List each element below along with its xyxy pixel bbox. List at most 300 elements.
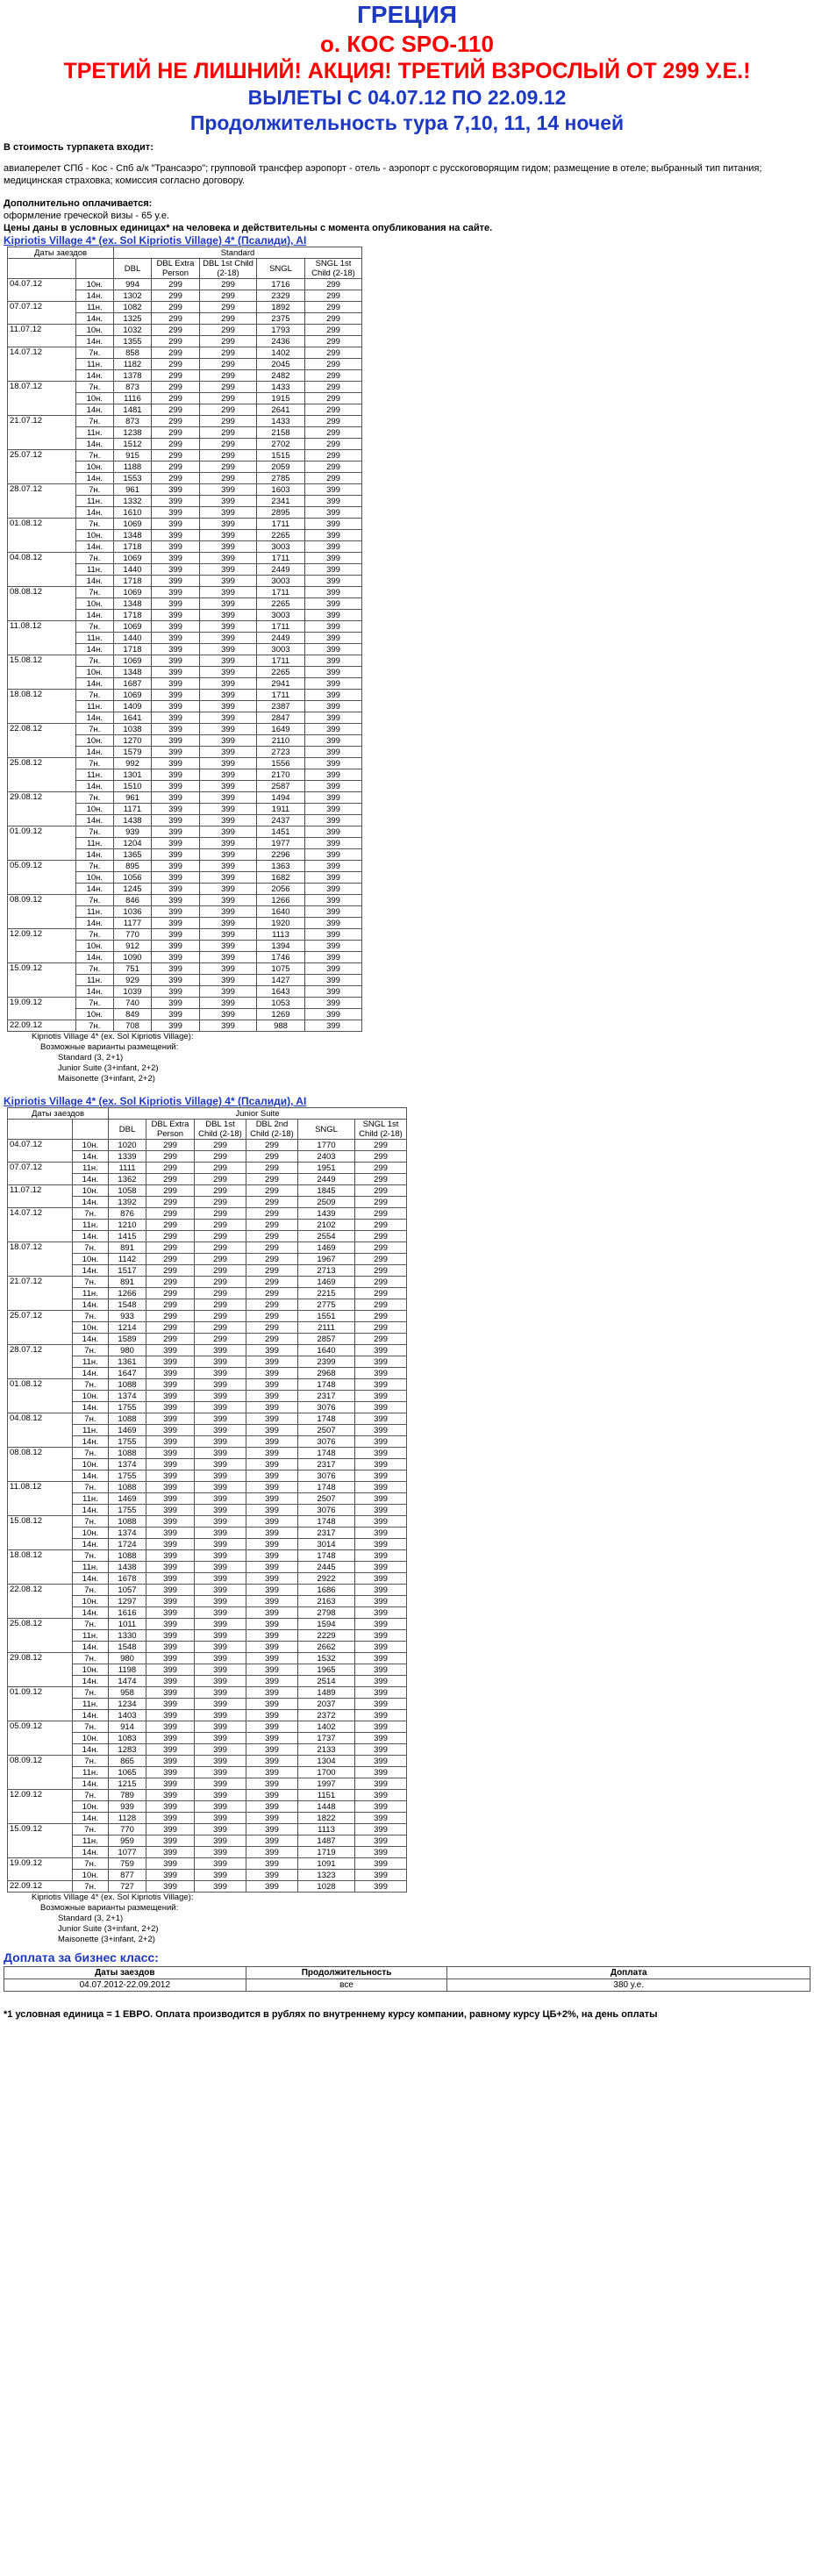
price-cell: 929 [114, 975, 152, 986]
nights-cell: 7н. [75, 655, 113, 667]
price-cell: 299 [152, 336, 200, 347]
price-cell: 1245 [114, 884, 152, 895]
price-cell: 399 [152, 747, 200, 758]
price-cell: 399 [305, 998, 362, 1009]
price-cell: 1204 [114, 838, 152, 849]
nights-cell: 14н. [72, 1470, 108, 1482]
hotel-link-1[interactable]: Kipriotis Village 4* (ex. Sol Kipriotis Village) 4* (Псалиди), AI [4, 234, 307, 247]
price-cell: 399 [152, 906, 200, 918]
price-cell: 399 [246, 1642, 298, 1653]
price-cell: 914 [109, 1721, 146, 1733]
price-cell: 299 [305, 450, 362, 462]
price-cell: 299 [355, 1322, 407, 1334]
price-cell: 1069 [114, 519, 152, 530]
price-cell: 2641 [257, 404, 305, 416]
price-cell: 1069 [114, 621, 152, 633]
price-cell: 299 [246, 1288, 298, 1299]
accommodation-notes-2 [4, 1893, 810, 1945]
price-cell: 2554 [298, 1231, 355, 1242]
price-cell: 399 [152, 963, 200, 975]
blank-cell [8, 1120, 73, 1140]
price-cell: 2449 [257, 633, 305, 644]
price-cell: 1822 [298, 1813, 355, 1824]
price-cell: 299 [355, 1197, 407, 1208]
price-cell: 399 [195, 1436, 246, 1448]
price-cell: 299 [146, 1254, 195, 1265]
column-header: DBL [109, 1120, 146, 1140]
price-cell: 961 [114, 792, 152, 804]
price-cell: 1392 [109, 1197, 146, 1208]
nights-cell: 14н. [72, 1607, 108, 1619]
price-cell: 1647 [109, 1368, 146, 1379]
price-cell: 299 [195, 1197, 246, 1208]
price-cell: 399 [305, 735, 362, 747]
price-cell: 399 [305, 838, 362, 849]
arrival-date: 11.08.12 [8, 621, 76, 655]
nights-cell: 7н. [75, 826, 113, 838]
price-cell: 399 [152, 952, 200, 963]
column-header: SNGL [298, 1120, 355, 1140]
price-cell: 399 [152, 610, 200, 621]
price-cell: 299 [305, 473, 362, 484]
price-cell: 939 [114, 826, 152, 838]
price-cell: 299 [146, 1277, 195, 1288]
price-cell: 2317 [298, 1528, 355, 1539]
price-cell: 399 [200, 929, 257, 941]
price-cell: 299 [305, 462, 362, 473]
price-cell: 399 [195, 1470, 246, 1482]
price-cell: 399 [195, 1505, 246, 1516]
price-cell: 299 [195, 1288, 246, 1299]
price-cell: 399 [355, 1858, 407, 1870]
price-cell: 1363 [257, 861, 305, 872]
arrival-date: 11.07.12 [8, 1185, 73, 1208]
nights-cell: 14н. [72, 1778, 108, 1790]
price-cell: 1082 [114, 302, 152, 313]
price-cell: 399 [195, 1585, 246, 1596]
price-cell: 912 [114, 941, 152, 952]
nights-cell: 14н. [72, 1573, 108, 1585]
price-cell: 399 [200, 655, 257, 667]
price-cell: 399 [246, 1824, 298, 1835]
arrival-date: 18.08.12 [8, 690, 76, 724]
price-cell: 1402 [298, 1721, 355, 1733]
price-cell: 299 [355, 1242, 407, 1254]
nights-cell: 14н. [75, 884, 113, 895]
price-cell: 299 [152, 427, 200, 439]
column-header: DBL 1st Child (2-18) [200, 259, 257, 279]
price-cell: 1378 [114, 370, 152, 382]
price-cell: 708 [114, 1020, 152, 1032]
table-row [8, 1345, 407, 1356]
price-cell: 399 [355, 1756, 407, 1767]
price-cell: 399 [246, 1858, 298, 1870]
arrival-date: 08.09.12 [8, 1756, 73, 1790]
nights-cell: 14н. [75, 507, 113, 519]
price-cell: 2163 [298, 1596, 355, 1607]
arrival-date: 07.07.12 [8, 302, 76, 325]
nights-cell: 10н. [75, 462, 113, 473]
nights-cell: 10н. [72, 1801, 108, 1813]
nights-cell: 7н. [72, 1721, 108, 1733]
price-cell: 988 [257, 1020, 305, 1032]
extra-section [0, 197, 814, 234]
price-cell: 399 [305, 758, 362, 769]
nights-cell: 10н. [75, 941, 113, 952]
nights-cell: 14н. [75, 747, 113, 758]
price-cell: 399 [305, 941, 362, 952]
price-cell: 399 [200, 576, 257, 587]
price-cell: 1116 [114, 393, 152, 404]
table-row [8, 302, 362, 313]
arrival-date: 08.08.12 [8, 1448, 73, 1482]
price-cell: 2037 [298, 1699, 355, 1710]
price-cell: 299 [146, 1265, 195, 1277]
nights-cell: 14н. [72, 1505, 108, 1516]
price-cell: 299 [195, 1231, 246, 1242]
price-cell: 1711 [257, 621, 305, 633]
arrival-date: 05.09.12 [8, 861, 76, 895]
price-cell: 399 [246, 1596, 298, 1607]
price-cell: 299 [152, 450, 200, 462]
price-cell: 1532 [298, 1653, 355, 1664]
price-cell: 1915 [257, 393, 305, 404]
price-cell: 1977 [257, 838, 305, 849]
note-line: Возможные варианты размещений: [40, 1042, 179, 1052]
price-cell: 399 [200, 815, 257, 826]
table-row [8, 1379, 407, 1391]
column-header: SNGL [257, 259, 305, 279]
nights-cell: 14н. [72, 1813, 108, 1824]
price-cell: 399 [152, 701, 200, 712]
price-cell: 2662 [298, 1642, 355, 1653]
arrival-date: 18.08.12 [8, 1550, 73, 1585]
price-cell: 1845 [298, 1185, 355, 1197]
price-cell: 849 [114, 1009, 152, 1020]
table-row [8, 895, 362, 906]
nights-cell: 7н. [75, 1020, 113, 1032]
price-cell: 399 [146, 1459, 195, 1470]
price-cell: 399 [355, 1847, 407, 1858]
nights-cell: 14н. [72, 1174, 108, 1185]
nights-cell: 7н. [72, 1448, 108, 1459]
arrival-date: 15.08.12 [8, 655, 76, 690]
price-cell: 399 [200, 758, 257, 769]
price-cell: 1716 [257, 279, 305, 290]
price-cell: 1439 [298, 1208, 355, 1220]
price-cell: 1911 [257, 804, 305, 815]
price-cell: 399 [195, 1870, 246, 1881]
table-row [8, 1653, 407, 1664]
price-cell: 1448 [298, 1801, 355, 1813]
price-cell: 399 [146, 1528, 195, 1539]
price-cell: 299 [195, 1163, 246, 1174]
price-cell: 299 [195, 1334, 246, 1345]
page-header [0, 0, 814, 136]
price-cell: 299 [355, 1163, 407, 1174]
price-cell: 399 [355, 1790, 407, 1801]
price-cell: 1718 [114, 576, 152, 587]
price-cell: 399 [146, 1356, 195, 1368]
table-row [8, 998, 362, 1009]
price-cell: 399 [152, 553, 200, 564]
price-cell: 1188 [114, 462, 152, 473]
price-cell: 1330 [109, 1630, 146, 1642]
price-cell: 1643 [257, 986, 305, 998]
price-cell: 399 [152, 507, 200, 519]
price-cell: 1171 [114, 804, 152, 815]
price-cell: 399 [200, 1020, 257, 1032]
hotel-link-2[interactable]: Kipriotis Village 4* (ex. Sol Kipriotis Village) 4* (Псалиди), AI [4, 1095, 307, 1107]
price-cell: 299 [200, 450, 257, 462]
price-cell: 399 [195, 1368, 246, 1379]
price-cell: 399 [195, 1721, 246, 1733]
nights-cell: 10н. [75, 872, 113, 884]
price-cell: 770 [114, 929, 152, 941]
price-cell: 399 [146, 1413, 195, 1425]
price-cell: 1088 [109, 1482, 146, 1493]
nights-cell: 10н. [72, 1254, 108, 1265]
price-cell: 399 [146, 1813, 195, 1824]
price-cell: 1339 [109, 1151, 146, 1163]
arrival-date: 04.08.12 [8, 553, 76, 587]
price-cell: 299 [200, 382, 257, 393]
price-cell: 1553 [114, 473, 152, 484]
price-cell: 399 [355, 1550, 407, 1562]
price-cell: 399 [305, 906, 362, 918]
price-cell: 1088 [109, 1379, 146, 1391]
price-cell: 1283 [109, 1744, 146, 1756]
nights-cell: 14н. [72, 1231, 108, 1242]
price-cell: 399 [146, 1835, 195, 1847]
nights-cell: 7н. [72, 1619, 108, 1630]
price-cell: 399 [200, 975, 257, 986]
price-cell: 399 [146, 1436, 195, 1448]
departure-dates: ВЫЛЕТЫ С 04.07.12 ПО 22.09.12 [247, 86, 567, 109]
table-row [8, 1790, 407, 1801]
nights-cell: 14н. [75, 918, 113, 929]
price-cell: 399 [195, 1801, 246, 1813]
price-cell: 1556 [257, 758, 305, 769]
price-cell: 399 [146, 1585, 195, 1596]
price-cell: 399 [200, 781, 257, 792]
price-cell: 399 [152, 576, 200, 587]
nights-cell: 14н. [75, 576, 113, 587]
arrival-date: 04.07.12 [8, 1140, 73, 1163]
price-cell: 299 [305, 302, 362, 313]
price-cell: 399 [195, 1550, 246, 1562]
nights-cell: 11н. [72, 1493, 108, 1505]
price-cell: 399 [305, 655, 362, 667]
nights-cell: 11н. [75, 975, 113, 986]
price-table-junior-suite [7, 1107, 407, 1893]
price-cell: 299 [152, 370, 200, 382]
price-cell: 1711 [257, 553, 305, 564]
price-cell: 399 [195, 1790, 246, 1801]
price-cell: 399 [200, 598, 257, 610]
price-cell: 1409 [114, 701, 152, 712]
price-cell: 399 [195, 1539, 246, 1550]
nights-cell: 7н. [72, 1550, 108, 1562]
nights-cell: 11н. [75, 427, 113, 439]
price-cell: 2158 [257, 427, 305, 439]
price-cell: 399 [246, 1721, 298, 1733]
price-cell: 958 [109, 1687, 146, 1699]
price-cell: 1297 [109, 1596, 146, 1607]
price-cell: 299 [305, 336, 362, 347]
price-cell: 2857 [298, 1334, 355, 1345]
arrival-date: 25.07.12 [8, 1311, 73, 1345]
price-cell: 2265 [257, 598, 305, 610]
price-cell: 399 [146, 1493, 195, 1505]
price-cell: 1686 [298, 1585, 355, 1596]
price-cell: 1355 [114, 336, 152, 347]
spo-title: о. КОС SPO-110 [320, 31, 494, 57]
price-cell: 399 [146, 1801, 195, 1813]
price-cell: 299 [355, 1288, 407, 1299]
price-cell: 399 [305, 587, 362, 598]
arrival-date: 25.08.12 [8, 758, 76, 792]
price-cell: 1649 [257, 724, 305, 735]
nights-cell: 14н. [75, 290, 113, 302]
price-cell: 1469 [298, 1242, 355, 1254]
price-cell: 1718 [114, 610, 152, 621]
nights-cell: 14н. [75, 952, 113, 963]
table2-section [0, 1095, 814, 1945]
price-cell: 1755 [109, 1470, 146, 1482]
price-cell: 399 [146, 1596, 195, 1607]
price-cell: 399 [195, 1459, 246, 1470]
price-cell: 399 [200, 735, 257, 747]
price-cell: 1069 [114, 587, 152, 598]
note-line: Standard (3, 2+1) [58, 1053, 124, 1063]
price-cell: 1748 [298, 1516, 355, 1528]
price-cell: 299 [246, 1174, 298, 1185]
tour-duration: Продолжительность тура 7,10, 11, 14 ночей [189, 111, 625, 134]
price-cell: 299 [305, 427, 362, 439]
price-cell: 1210 [109, 1220, 146, 1231]
business-header-duration: Продолжительность [246, 1967, 447, 1979]
price-cell: 399 [246, 1562, 298, 1573]
price-cell: 299 [246, 1311, 298, 1322]
price-cell: 299 [152, 462, 200, 473]
price-cell: 399 [246, 1687, 298, 1699]
price-cell: 1020 [109, 1140, 146, 1151]
price-cell: 1394 [257, 941, 305, 952]
price-cell: 299 [146, 1140, 195, 1151]
nights-cell: 14н. [72, 1197, 108, 1208]
price-cell: 399 [305, 872, 362, 884]
nights-cell: 7н. [75, 553, 113, 564]
price-cell: 399 [355, 1664, 407, 1676]
note-line: Maisonette (3+infant, 2+2) [58, 1074, 155, 1084]
price-cell: 1711 [257, 655, 305, 667]
price-cell: 1266 [257, 895, 305, 906]
price-cell: 399 [355, 1413, 407, 1425]
nights-cell: 7н. [72, 1881, 108, 1893]
note-line: Junior Suite (3+infant, 2+2) [58, 1924, 159, 1934]
price-cell: 299 [200, 347, 257, 359]
nights-cell: 7н. [75, 792, 113, 804]
price-cell: 399 [146, 1721, 195, 1733]
column-header: DBL 2nd Child (2-18) [246, 1120, 298, 1140]
price-cell: 399 [355, 1573, 407, 1585]
price-cell: 873 [114, 416, 152, 427]
price-cell: 399 [355, 1710, 407, 1721]
price-cell: 1234 [109, 1699, 146, 1710]
price-cell: 299 [246, 1220, 298, 1231]
nights-cell: 7н. [75, 963, 113, 975]
table-row [8, 347, 362, 359]
nights-cell: 7н. [75, 724, 113, 735]
price-cell: 399 [246, 1379, 298, 1391]
table-row [8, 416, 362, 427]
price-cell: 399 [152, 564, 200, 576]
price-cell: 873 [114, 382, 152, 393]
price-cell: 1755 [109, 1436, 146, 1448]
price-cell: 1402 [257, 347, 305, 359]
country-title: ГРЕЦИЯ [357, 1, 457, 28]
price-cell: 399 [195, 1607, 246, 1619]
arrival-date: 11.07.12 [8, 325, 76, 347]
price-cell: 1512 [114, 439, 152, 450]
table-row [8, 621, 362, 633]
price-cell: 299 [146, 1288, 195, 1299]
price-cell: 399 [355, 1676, 407, 1687]
arrival-date: 07.07.12 [8, 1163, 73, 1185]
nights-cell: 7н. [75, 519, 113, 530]
price-cell: 1718 [114, 541, 152, 553]
nights-cell: 11н. [72, 1630, 108, 1642]
nights-cell: 14н. [75, 439, 113, 450]
price-cell: 399 [146, 1505, 195, 1516]
price-cell: 299 [152, 393, 200, 404]
nights-cell: 14н. [75, 370, 113, 382]
price-cell: 399 [355, 1687, 407, 1699]
price-cell: 1036 [114, 906, 152, 918]
price-cell: 299 [152, 347, 200, 359]
nights-cell: 11н. [72, 1835, 108, 1847]
nights-cell: 7н. [72, 1311, 108, 1322]
accommodation-notes-1 [4, 1032, 810, 1084]
price-cell: 399 [355, 1585, 407, 1596]
arrival-date: 29.08.12 [8, 792, 76, 826]
price-cell: 2587 [257, 781, 305, 792]
price-cell: 299 [305, 382, 362, 393]
price-cell: 1374 [109, 1459, 146, 1470]
price-cell: 1487 [298, 1835, 355, 1847]
price-cell: 399 [305, 633, 362, 644]
price-cell: 399 [152, 621, 200, 633]
nights-cell: 7н. [72, 1482, 108, 1493]
arrival-date: 28.07.12 [8, 484, 76, 519]
price-cell: 399 [200, 1009, 257, 1020]
table-row [8, 1516, 407, 1528]
price-cell: 299 [355, 1231, 407, 1242]
price-cell: 399 [305, 576, 362, 587]
price-cell: 399 [305, 884, 362, 895]
price-cell: 399 [246, 1356, 298, 1368]
price-cell: 399 [152, 724, 200, 735]
price-cell: 876 [109, 1208, 146, 1220]
arrival-date: 25.07.12 [8, 450, 76, 484]
table-row [8, 1619, 407, 1630]
nights-cell: 7н. [72, 1379, 108, 1391]
price-cell: 1967 [298, 1254, 355, 1265]
price-cell: 399 [305, 690, 362, 701]
price-cell: 299 [195, 1174, 246, 1185]
arrival-date: 21.07.12 [8, 416, 76, 450]
